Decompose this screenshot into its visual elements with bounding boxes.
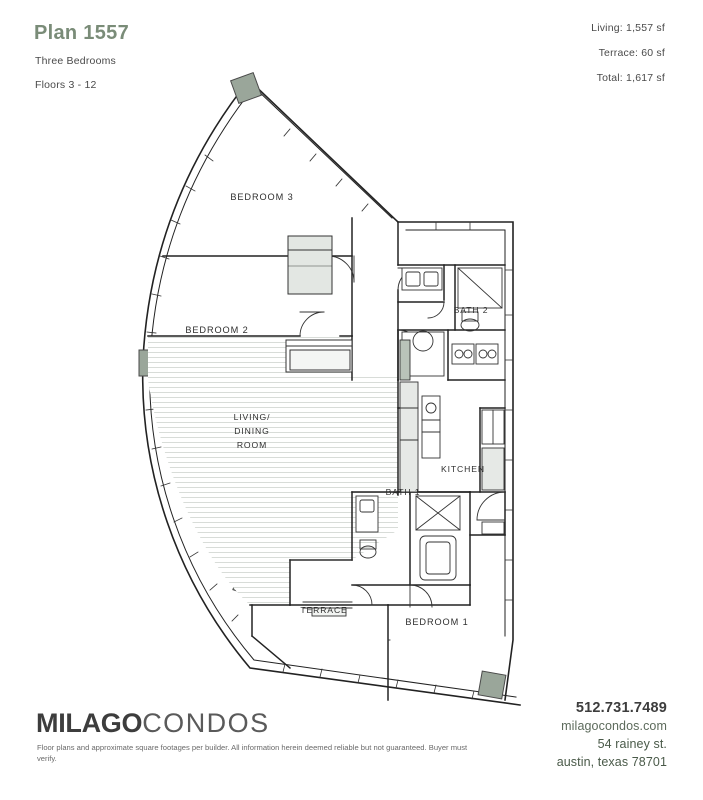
website-link[interactable]: milagocondos.com [561,719,667,733]
room-label-bedroom-1: BEDROOM 1 [405,617,469,627]
living-floor-hatch [140,330,410,620]
footer [0,700,703,800]
brand-logo-bold: MILAGO [36,708,143,738]
room-label-bath-1: BATH 1 [385,487,421,497]
room-label-kitchen: KITCHEN [440,464,486,474]
plan-number: 1557 [83,22,129,44]
address-line-1: 54 rainey st. [597,736,667,751]
room-label-living-2: DINING [234,426,270,436]
contact-block [557,700,667,771]
floorplan-drawing [0,40,703,710]
room-label-bedroom-2: BEDROOM 2 [185,325,249,335]
area-terrace: Terrace: 60 sf [598,47,665,59]
address-line-2: austin, texas 78701 [556,754,667,769]
bedrooms-label: Three Bedrooms [35,55,117,67]
floorplan-svg [0,40,703,710]
area-living: Living: 1,557 sf [591,22,665,34]
room-label-bedroom-3: BEDROOM 3 [230,192,294,202]
room-label-living-1: LIVING/ [233,412,271,422]
floors-label: Floors 3 - 12 [35,79,97,91]
brand-logo [36,708,270,739]
room-label-bath-2: BATH 2 [453,305,489,315]
room-label-terrace: TERRACE [300,605,348,615]
phone-number[interactable]: 512.731.7489 [575,700,667,716]
room-label-living-3: ROOM [236,440,268,450]
brand-logo-thin: CONDOS [142,708,270,738]
area-total: Total: 1,617 sf [596,72,665,84]
plan-title-prefix: Plan [34,22,84,44]
disclaimer-text: Floor plans and approximate square footages per builder. All information herein deemed reliable but not guaranteed. Buyer must verify. [37,743,468,764]
